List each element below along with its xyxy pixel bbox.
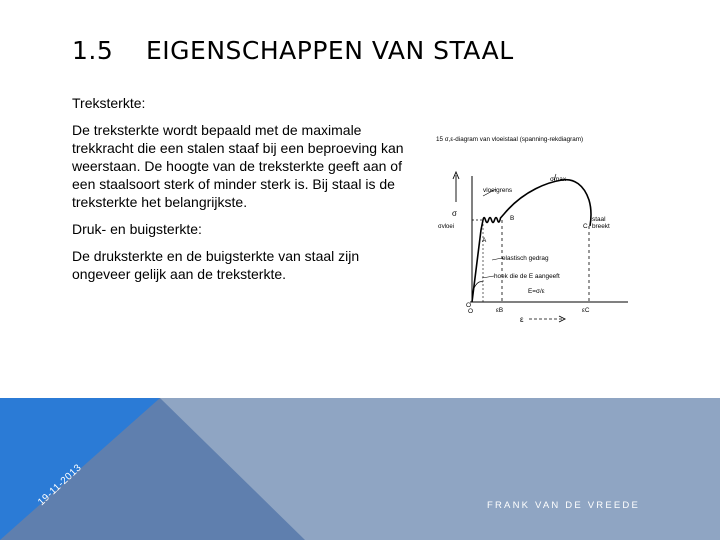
section-number: 1.5 [72,36,114,65]
stress-strain-diagram [434,130,634,325]
origin-label-left: O [466,302,472,309]
figure-caption: 15 σ,ε-diagram van vloeistaal (spanning-rekdiagram) [436,136,584,143]
eps-c-label: εC [582,307,590,314]
point-b-label: B [510,215,515,222]
heading-druk-buigsterkte: Druk- en buigsterkte: [72,221,202,237]
epsilon-axis-label: ε [520,315,524,324]
point-a-label: A [482,237,487,244]
point-c-label: C [583,223,588,230]
body-text [72,94,420,292]
heading-treksterkte: Treksterkte: [72,95,146,111]
elastisch-leader [492,258,502,260]
vloeigrens-label: vloeigrens [483,187,513,194]
footer-band [0,398,720,540]
hoek-label: hoek die de E aangeeft [494,273,560,280]
staal-breekt-label-2: breekt [592,223,610,230]
sigma-axis-label: σ [452,209,457,218]
paragraph-druk-buigsterkte: De druksterkte en de buigsterkte van staal zijn ongeveer gelijk aan de treksterkte. [72,248,360,282]
title-text: EIGENSCHAPPEN VAN STAAL [146,36,514,65]
sigma-max-label: σmax [550,176,567,183]
footer-date: 19-11-2013 [36,462,85,509]
stress-strain-curve [472,180,591,302]
eps-b-label: εB [496,307,504,314]
staal-breekt-label-1: staal [592,216,606,223]
slide-title [72,36,514,65]
footer-author: FRANK VAN DE VREEDE [486,500,640,511]
sigma-vloei-label: σvloei [438,224,455,230]
footer-shapes [0,398,720,540]
angle-arc [474,282,483,288]
paragraph-treksterkte: De treksterkte wordt bepaald met de maximale trekkracht die een stalen staaf bij een beproeving kan weerstaan. De hoogte van de treksterkte geeft aan of een staalsoort sterk of minder sterk is. Bij staal is de treksterkte het belangrijkste. [72,122,404,210]
hoek-leader [482,276,494,278]
e-formula-label: E=σ/ε [528,288,545,295]
origin-label: O [468,308,474,315]
elastisch-label: elastisch gedrag [502,255,549,262]
